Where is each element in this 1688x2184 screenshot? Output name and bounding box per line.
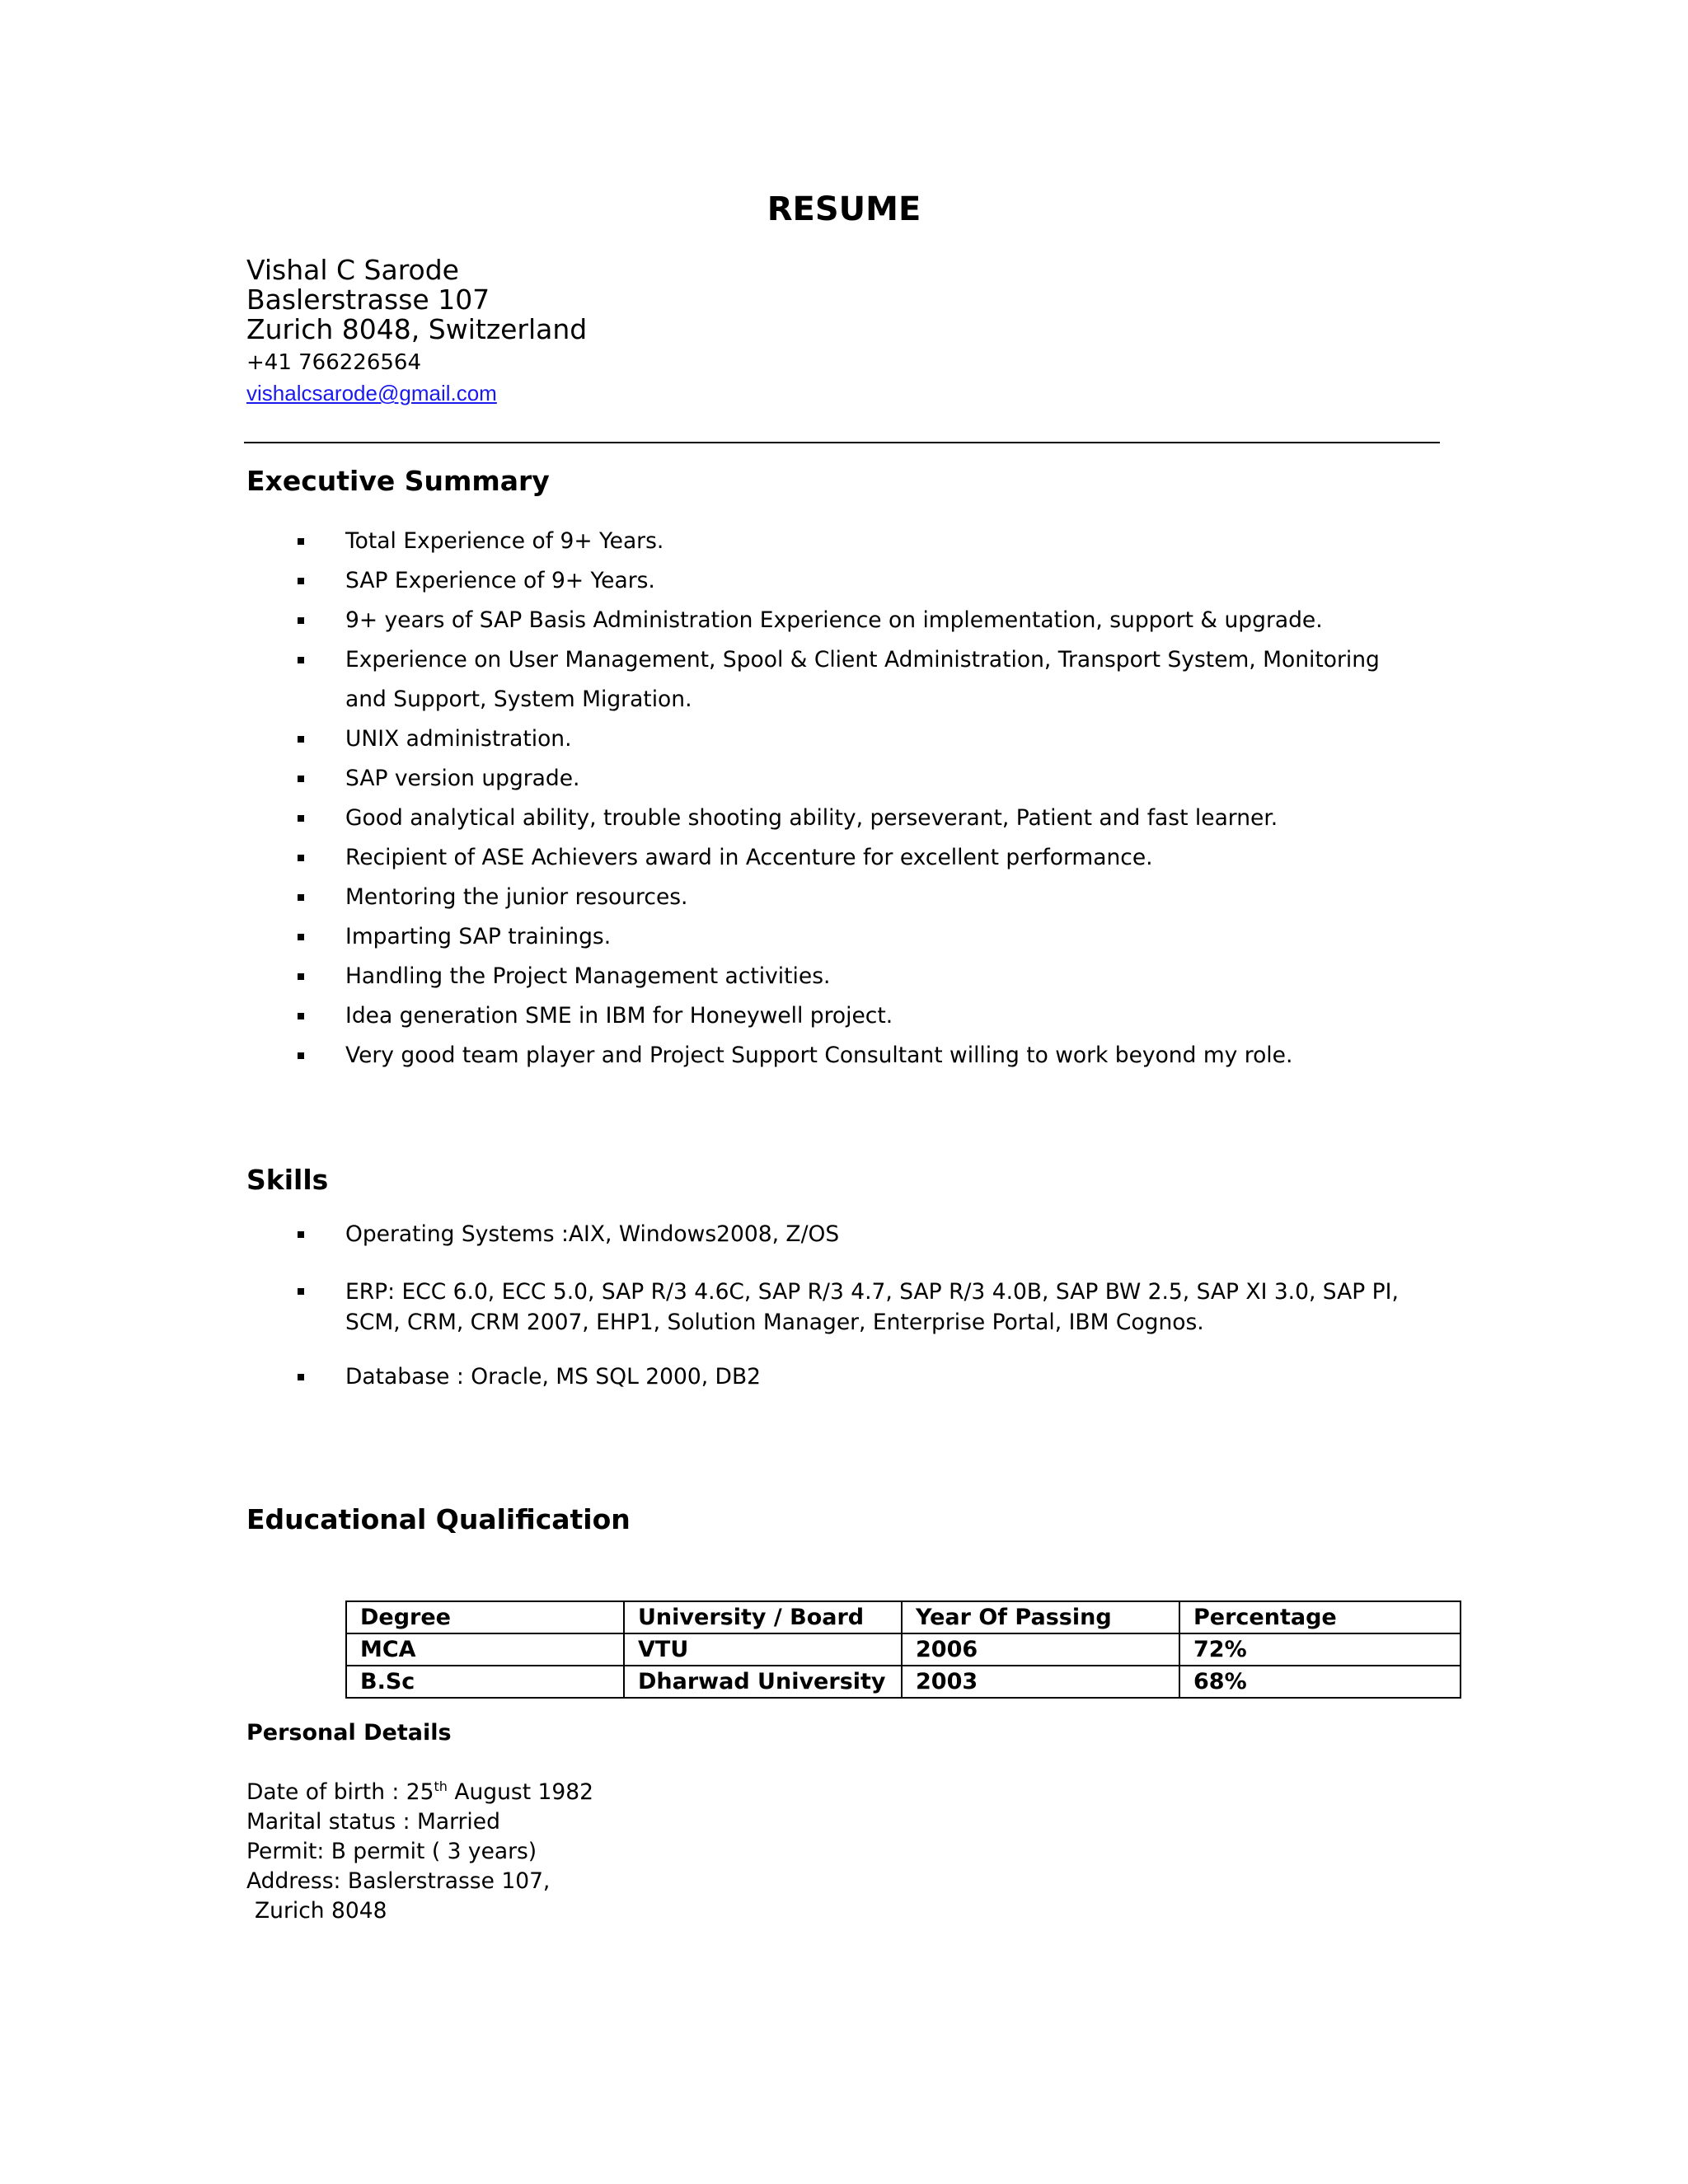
date-of-birth (246, 1778, 593, 1807)
summary-item: Total Experience of 9+ Years. (345, 528, 664, 554)
bullet-icon (298, 736, 304, 743)
address-line-1: Address: Baslerstrasse 107, (246, 1868, 551, 1894)
skills-item: Operating Systems :AIX, Windows2008, Z/OS (345, 1221, 840, 1247)
bullet-icon (298, 1374, 304, 1380)
dob-suffix: August 1982 (447, 1779, 593, 1805)
summary-item: SAP version upgrade. (345, 766, 580, 791)
summary-item: Experience on User Management, Spool & Client Administration, Transport System, Monitoring (345, 647, 1380, 673)
summary-item: UNIX administration. (345, 726, 572, 752)
bullet-icon (298, 894, 304, 901)
street-address: Baslerstrasse 107 (246, 284, 490, 316)
bullet-icon (298, 617, 304, 624)
summary-item: Good analytical ability, trouble shooting ability, perseverant, Patient and fast learner. (345, 805, 1278, 831)
table-header-row (346, 1601, 1461, 1633)
bullet-icon (298, 973, 304, 980)
bullet-icon (298, 815, 304, 822)
marital-status: Marital status : Married (246, 1809, 500, 1835)
bullet-icon (298, 776, 304, 782)
bullet-icon (298, 657, 304, 663)
bullet-icon (298, 578, 304, 584)
dob-ordinal: th (434, 1779, 448, 1795)
bullet-icon (298, 855, 304, 861)
table-cell: 2003 (902, 1666, 1179, 1698)
bullet-icon (298, 538, 304, 545)
education-heading: Educational Qualification (246, 1503, 631, 1535)
summary-item: Idea generation SME in IBM for Honeywell project. (345, 1003, 893, 1029)
bullet-icon (298, 934, 304, 940)
table-cell: 2006 (902, 1633, 1179, 1666)
permit: Permit: B permit ( 3 years) (246, 1839, 537, 1864)
table-row (346, 1633, 1461, 1666)
skills-heading: Skills (246, 1164, 329, 1196)
candidate-name: Vishal C Sarode (246, 254, 459, 286)
column-header: Percentage (1179, 1601, 1461, 1633)
table-cell: 68% (1179, 1666, 1461, 1698)
table-cell: 72% (1179, 1633, 1461, 1666)
skills-item: Database : Oracle, MS SQL 2000, DB2 (345, 1364, 762, 1390)
table-cell: Dharwad University (624, 1666, 902, 1698)
table-cell: B.Sc (346, 1666, 624, 1698)
personal-details-heading: Personal Details (246, 1720, 452, 1746)
education-table (345, 1601, 1461, 1699)
table-cell: MCA (346, 1633, 624, 1666)
city-address: Zurich 8048, Switzerland (246, 313, 588, 345)
bullet-icon (298, 1013, 304, 1019)
header-divider (244, 442, 1440, 443)
summary-item: SAP Experience of 9+ Years. (345, 568, 655, 593)
executive-summary-heading: Executive Summary (246, 465, 550, 497)
dob-prefix: Date of birth : 25 (246, 1779, 434, 1805)
column-header: Year Of Passing (902, 1601, 1179, 1633)
table-cell: VTU (624, 1633, 902, 1666)
phone-number: +41 766226564 (246, 350, 422, 375)
summary-item: 9+ years of SAP Basis Administration Experience on implementation, support & upgrade. (345, 607, 1323, 633)
summary-item: Recipient of ASE Achievers award in Accenture for excellent performance. (345, 845, 1153, 870)
summary-item-continuation: and Support, System Migration. (345, 687, 692, 712)
summary-item: Handling the Project Management activities. (345, 963, 831, 989)
summary-item: Imparting SAP trainings. (345, 924, 612, 949)
column-header: Degree (346, 1601, 624, 1633)
bullet-icon (298, 1052, 304, 1059)
summary-item: Mentoring the junior resources. (345, 884, 688, 910)
skills-item: ERP: ECC 6.0, ECC 5.0, SAP R/3 4.6C, SAP R/3 4.7, SAP R/3 4.0B, SAP BW 2.5, SAP XI 3.0, SAP PI, SCM, CRM, CRM 2007, EHP1, Solution Manager, Enterprise Portal, IBM Cognos. (345, 1279, 1399, 1335)
email-link[interactable]: vishalcsarode@gmail.com (246, 381, 497, 405)
table-row (346, 1666, 1461, 1698)
bullet-icon (298, 1288, 304, 1295)
bullet-icon (298, 1231, 304, 1238)
page-title: RESUME (767, 190, 921, 228)
address-line-2: Zurich 8048 (255, 1898, 387, 1924)
column-header: University / Board (624, 1601, 902, 1633)
summary-item: Very good team player and Project Support Consultant willing to work beyond my role. (345, 1043, 1293, 1068)
